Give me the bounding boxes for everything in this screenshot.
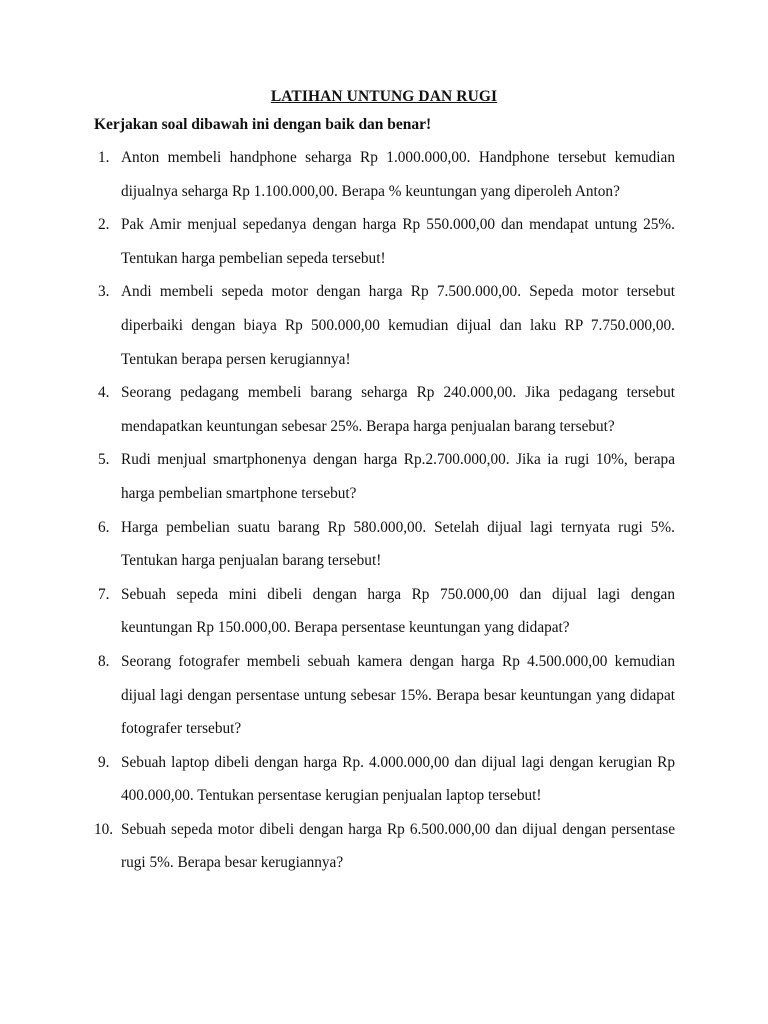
question-number: 10.: [94, 820, 114, 838]
question-number: 3.: [98, 283, 110, 301]
question-text: Anton membeli handphone seharga Rp 1.000.000,00. Handphone tersebut kemudian dijualnya seharga Rp 1.100.000,00. Berapa % keuntungan yang diperoleh Anton?: [121, 149, 675, 200]
question-text: Harga pembelian suatu barang Rp 580.000,00. Setelah dijual lagi ternyata rugi 5%. Tentukan harga penjualan barang tersebut!: [121, 518, 675, 570]
question-item: [94, 813, 675, 880]
question-item: [94, 511, 675, 578]
question-item: [94, 275, 675, 376]
question-number: 2.: [98, 216, 110, 234]
question-text: Rudi menjual smartphonenya dengan harga Rp.2.700.000,00. Jika ia rugi 10%, berapa harga pembelian smartphone tersebut?: [121, 451, 675, 502]
question-text: Pak Amir menjual sepedanya dengan harga Rp 550.000,00 dan mendapat untung 25%. Tentukan harga pembelian sepeda tersebut!: [121, 216, 675, 267]
question-number: 5.: [98, 451, 110, 469]
page-title: LATIHAN UNTUNG DAN RUGI: [270, 88, 498, 105]
question-item: [94, 376, 675, 443]
question-number: 1.: [98, 149, 110, 166]
question-number: 6.: [98, 518, 110, 536]
question-number: 9.: [98, 753, 110, 771]
question-list: [94, 141, 675, 880]
question-item: [94, 578, 675, 645]
question-text: Sebuah sepeda mini dibeli dengan harga Rp 750.000,00 dan dijual lagi dengan keuntungan Rp 150.000,00. Berapa persentase keuntungan yang didapat?: [121, 585, 675, 637]
question-item: [94, 443, 675, 510]
instruction-text: Kerjakan soal dibawah ini dengan baik dan benar!: [94, 116, 432, 133]
question-number: 7.: [98, 585, 110, 603]
question-text: Andi membeli sepeda motor dengan harga Rp 7.500.000,00. Sepeda motor tersebut diperbaiki dengan biaya Rp 500.000,00 kemudian dijual dan laku RP 7.750.000,00. Tentukan berapa persen kerugiannya!: [121, 283, 675, 368]
question-text: Sebuah sepeda motor dibeli dengan harga Rp 6.500.000,00 dan dijual dengan persentase rugi 5%. Berapa besar kerugiannya?: [121, 820, 675, 872]
question-text: Sebuah laptop dibeli dengan harga Rp. 4.000.000,00 dan dijual lagi dengan kerugian Rp 400.000,00. Tentukan persentase kerugian penjualan laptop tersebut!: [121, 753, 675, 805]
question-item: [94, 141, 675, 208]
question-text: Seorang pedagang membeli barang seharga Rp 240.000,00. Jika pedagang tersebut mendapatkan keuntungan sebesar 25%. Berapa harga penjualan barang tersebut?: [121, 384, 675, 435]
question-item: [94, 208, 675, 275]
question-number: 8.: [98, 652, 110, 670]
question-number: 4.: [98, 384, 110, 402]
question-item: [94, 746, 675, 813]
question-text: Seorang fotografer membeli sebuah kamera dengan harga Rp 4.500.000,00 kemudian dijual lagi dengan persentase untung sebesar 15%. Berapa besar keuntungan yang didapat fotografer tersebut?: [121, 652, 675, 738]
question-item: [94, 645, 675, 746]
